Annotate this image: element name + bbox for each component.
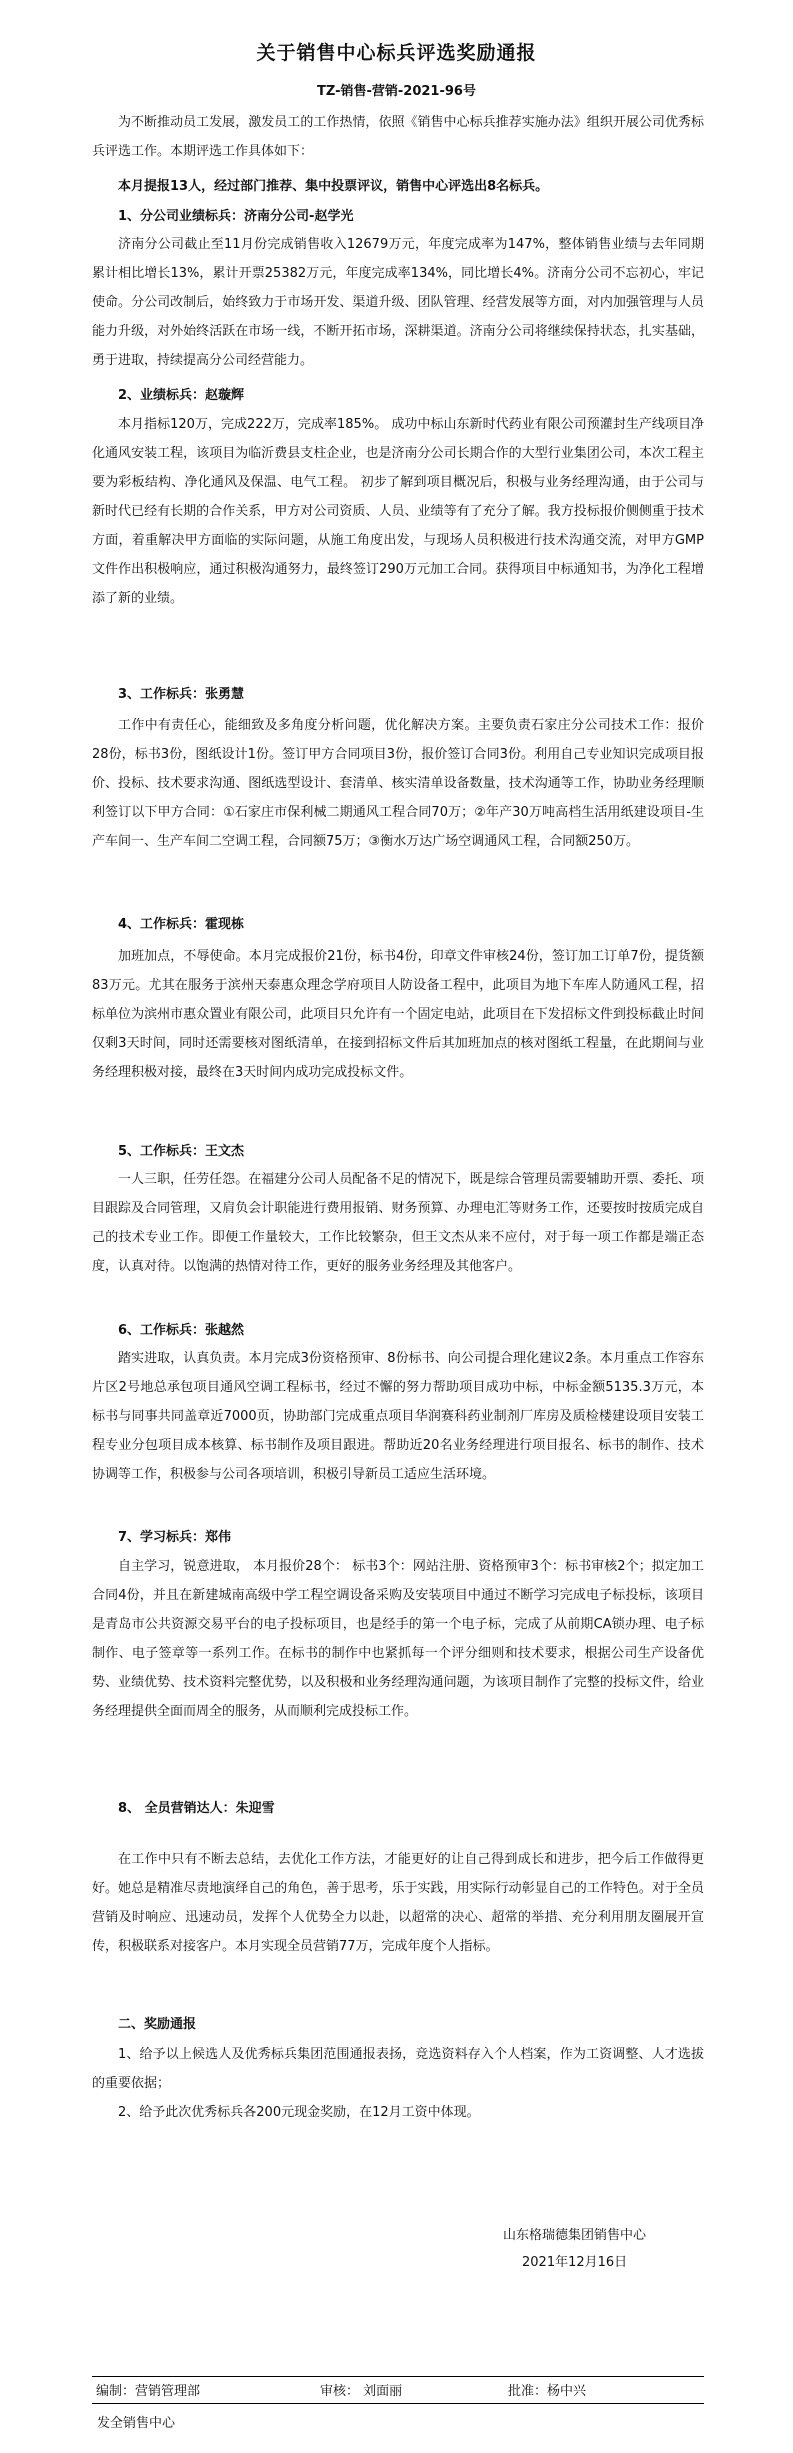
section-3-body: 工作中有责任心，能细致及多角度分析问题，优化解决方案。主要负责石家庄分公司技术工作：报价28份，标书3份，图纸设计1份。签订甲方合同项目3份，报价签订合同3份。利用自己专业知识完成项目报价、投标、技术要求沟通、图纸选型设计、套清单、核实清单设备数量，技术沟通等工作，协助业务经理顺利签订以下甲方合同：①石家庄市保利械二期通风工程合同70万；②年产30万吨高档生活用纸建设项目-生产车间一、生产车间二空调工程，合同额75万；③衡水万达广场空调通风工程，合同额250万。: [92, 718, 704, 849]
reward-item-2: 2、给予此次优秀标兵各200元现金奖励，在12月工资中体现。: [118, 2105, 480, 2120]
section-8-body: 在工作中只有不断去总结，去优化工作方法，才能更好的让自己得到成长和进步，把今后工作做得更好。她总是精准尽责地演绎自己的角色，善于思考，乐于实践，用实际行动彰显自己的工作特色。对于全员营销及时响应、迅速动员，发挥个人优势全力以赴，以超常的决心、超常的举措、充分利用朋友圈展开宣传，积极联系对接客户。本月实现全员营销77万，完成年度个人指标。: [92, 1852, 704, 1954]
section-3-heading: 3、工作标兵：张勇慧: [118, 687, 245, 702]
rewards-heading: 二、奖励通报: [118, 2017, 197, 2032]
section-8-heading: 8、 全员营销达人：朱迎雪: [118, 1801, 275, 1816]
section-2-body: 本月指标120万，完成222万，完成率185%。 成功中标山东新时代药业有限公司预灌封生产线项目净化通风安装工程，该项目为临沂费县支柱企业，也是济南分公司长期合作的大型行业集团公司，本次工程主要为彩板结构、净化通风及保温、电气工程。 初步了解到项目概况后，积极与业务经理沟通，由于公司与新时代已经有长期的合作关系，甲方对公司资质、人员、业绩等有了充分了解。我方投标报价侧侧重于技术方面，着重解决甲方面临的实际问题，从施工角度出发，与现场人员积极进行技术沟通交流，对甲方GMP文件作出积极响应，通过积极沟通努力，最终签订290万元加工合同。获得项目中标通知书，为净化工程增添了新的业绩。: [92, 417, 704, 606]
section-7-heading: 7、学习标兵：郑伟: [118, 1530, 232, 1545]
intro-paragraph: 为不断推动员工发展，激发员工的工作热情，依照《销售中心标兵推荐实施办法》组织开展公司优秀标兵评选工作。本期评选工作具体如下：: [92, 115, 704, 159]
signature-date: 2021年12月16日: [522, 2255, 628, 2270]
footer-author: 编制：营销管理部: [96, 2384, 201, 2399]
signature-org: 山东格瑞德集团销售中心: [503, 2228, 647, 2243]
footer-approve: 批准：杨中兴: [508, 2384, 587, 2399]
section-5-body: 一人三职，任劳任怨。在福建分公司人员配备不足的情况下，既是综合管理员需要辅助开票、委托、项目跟踪及合同管理，又肩负会计职能进行费用报销、财务预算、办理电汇等财务工作，还要按时按质完成自己的技术专业工作。即便工作量较大，工作比较繁杂，但王文杰从来不应付，对于每一项工作都是端正态度，认真对待。以饱满的热情对待工作，更好的服务业务经理及其他客户。: [92, 1172, 704, 1274]
reward-item-1: 1、给予以上候选人及优秀标兵集团范围通报表扬，竞选资料存入个人档案，作为工资调整、人才选拔的重要依据；: [92, 2047, 704, 2091]
section-1-heading: 1、分公司业绩标兵：济南分公司-赵学光: [118, 209, 354, 224]
section-6-body: 踏实进取，认真负责。本月完成3份资格预审、8份标书、向公司提合理化建议2条。本月重点工作容东片区2号地总承包项目通风空调工程标书，经过不懈的努力帮助项目成功中标，中标金额5135.3万元，本标书与同事共同盖章近7000页，协助部门完成重点项目华润赛科药业制剂厂库房及质检楼建设项目安装工程专业分包项目成本核算、标书制作及项目跟进。帮助近20名业务经理进行项目报名、标书的制作、技术协调等工作，积极参与公司各项培训，积极引导新员工适应生活环境。: [92, 1351, 704, 1482]
section-5-heading: 5、工作标兵：王文杰: [118, 1144, 245, 1159]
summary-paragraph: 本月提报13人，经过部门推荐、集中投票评议，销售中心评选出8名标兵。: [118, 179, 549, 194]
section-7-body: 自主学习，锐意进取， 本月报价28个： 标书3个：网站注册、资格预审3个：标书审核2个；拟定加工合同4份，并且在新建城南高级中学工程空调设备采购及安装项目中通过不断学习完成电子标投标，该项目是青岛市公共资源交易平台的电子投标项目，也是经手的第一个电子标，完成了从前期CA锁办理、电子标制作、电子签章等一系列工作。在标书的制作中也紧抓每一个评分细则和技术要求，根据公司生产设备优势、业绩优势、技术资料完整优势，以及积极和业务经理沟通问题，为该项目制作了完整的投标文件，给业务经理提供全面而周全的服务，从而顺利完成投标工作。: [92, 1559, 704, 1719]
document-title: 关于销售中心标兵评选奖励通报: [256, 42, 537, 64]
section-6-heading: 6、工作标兵：张越然: [118, 1323, 245, 1338]
distribution-line: 发全销售中心: [97, 2416, 176, 2431]
section-2-heading: 2、业绩标兵：赵璇辉: [118, 388, 245, 403]
footer-review: 审核： 刘面丽: [320, 2384, 403, 2399]
section-1-body: 济南分公司截止至11月份完成销售收入12679万元，年度完成率为147%，整体销售业绩与去年同期累计相比增长13%，累计开票25382万元，年度完成率134%，同比增长4%。济南分公司不忘初心，牢记使命。分公司改制后，始终致力于市场开发、渠道升级、团队管理、经营发展等方面，对内加强管理与人员能力升级，对外始终活跃在市场一线，不断开拓市场，深耕渠道。济南分公司将继续保持状态，扎实基础，勇于进取，持续提高分公司经营能力。: [92, 237, 704, 368]
section-4-body: 加班加点，不辱使命。本月完成报价21份，标书4份，印章文件审核24份，签订加工订单7份，提货额83万元。尤其在服务于滨州天泰惠众理念学府项目人防设备工程中，此项目为地下车库人防通风工程，招标单位为滨州市惠众置业有限公司，此项目只允许有一个固定电站，此项目在下发招标文件到投标截止时间仅剩3天时间，同时还需要核对图纸清单，在接到招标文件后其加班加点的核对图纸工程量，在此期间与业务经理积极对接，最终在3天时间内成功完成投标文件。: [92, 949, 704, 1080]
approval-footer: [92, 2376, 704, 2404]
document-number: TZ-销售-营销-2021-96号: [317, 84, 476, 99]
section-4-heading: 4、工作标兵：霍现栋: [118, 917, 245, 932]
